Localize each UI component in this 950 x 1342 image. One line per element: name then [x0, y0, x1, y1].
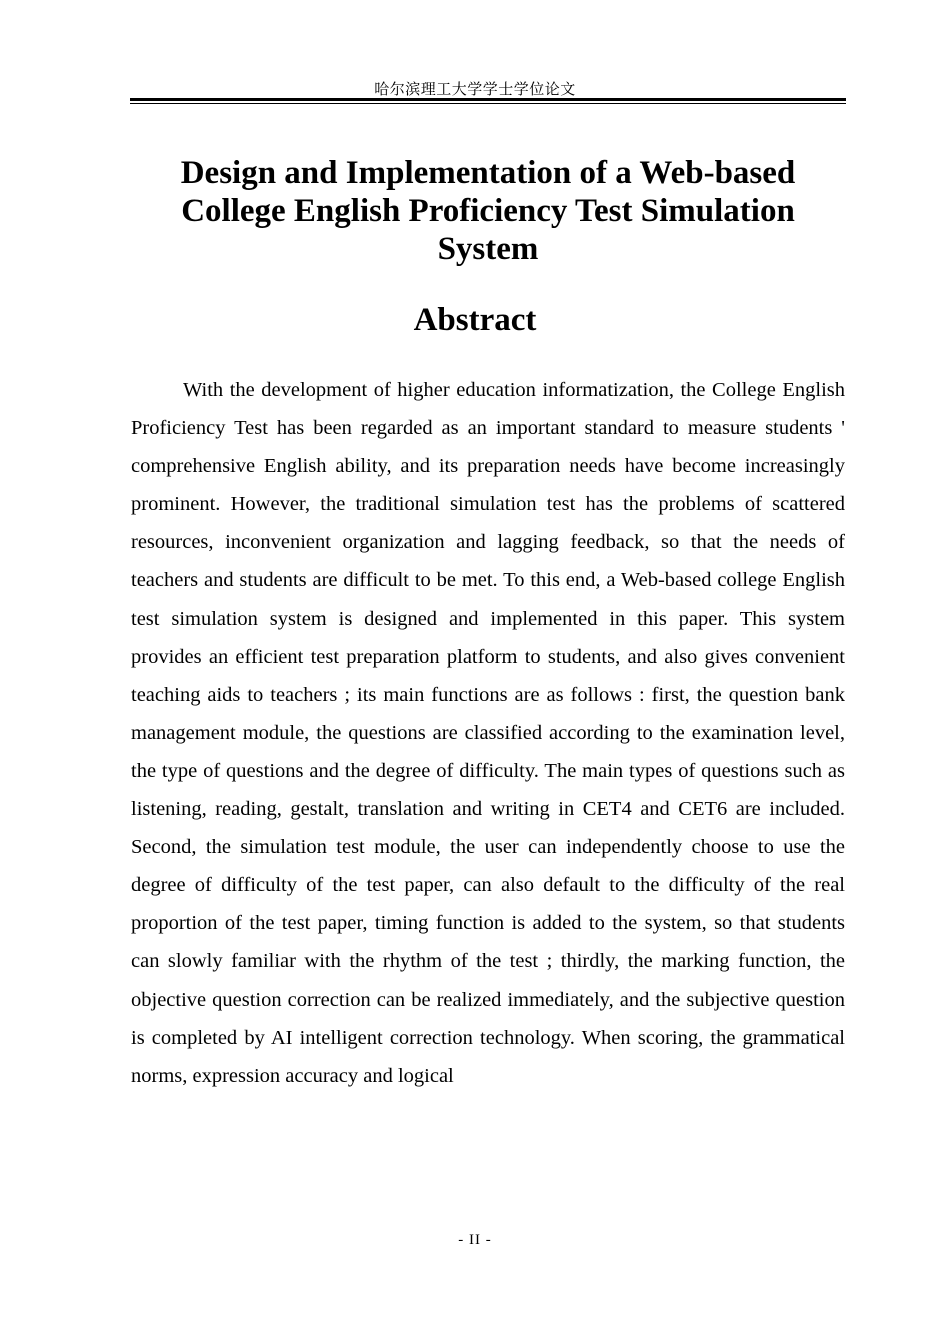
- header-rule-thick: [130, 98, 846, 101]
- abstract-body: With the development of higher education informatization, the College English Proficiency Test has been regarded as an important standard to measure students ' comprehensive English ability, and its preparation needs have become increasingly prominent. However, the traditional simulation test has the problems of scattered resources, inconvenient organization and lagging feedback, so that the needs of teachers and students are difficult to be met. To this end, a Web-based college English test simulation system is designed and implemented in this paper. This system provides an efficient test preparation platform to students, and also gives convenient teaching aids to teachers ; its main functions are as follows : first, the question bank management module, the questions are classified according to the examination level, the type of questions and the degree of difficulty. The main types of questions such as listening, reading, gestalt, translation and writing in CET4 and CET6 are included. Second, the simulation test module, the user can independently choose to use the degree of difficulty of the test paper, can also default to the difficulty of the real proportion of the test paper, timing function is added to the system, so that students can slowly familiar with the rhythm of the test ; thirdly, the marking function, the objective question correction can be realized immediately, and the subjective question is completed by AI intelligent correction technology. When scoring, the grammatical norms, expression accuracy and logical: [131, 379, 845, 1087]
- thesis-title: Design and Implementation of a Web-based College English Proficiency Test Simulation System: [180, 155, 796, 267]
- page-number: - II -: [458, 1232, 492, 1248]
- header-rule-thin: [130, 103, 846, 104]
- running-header: 哈尔滨理工大学学士学位论文: [374, 80, 576, 98]
- abstract-heading: Abstract: [413, 302, 537, 338]
